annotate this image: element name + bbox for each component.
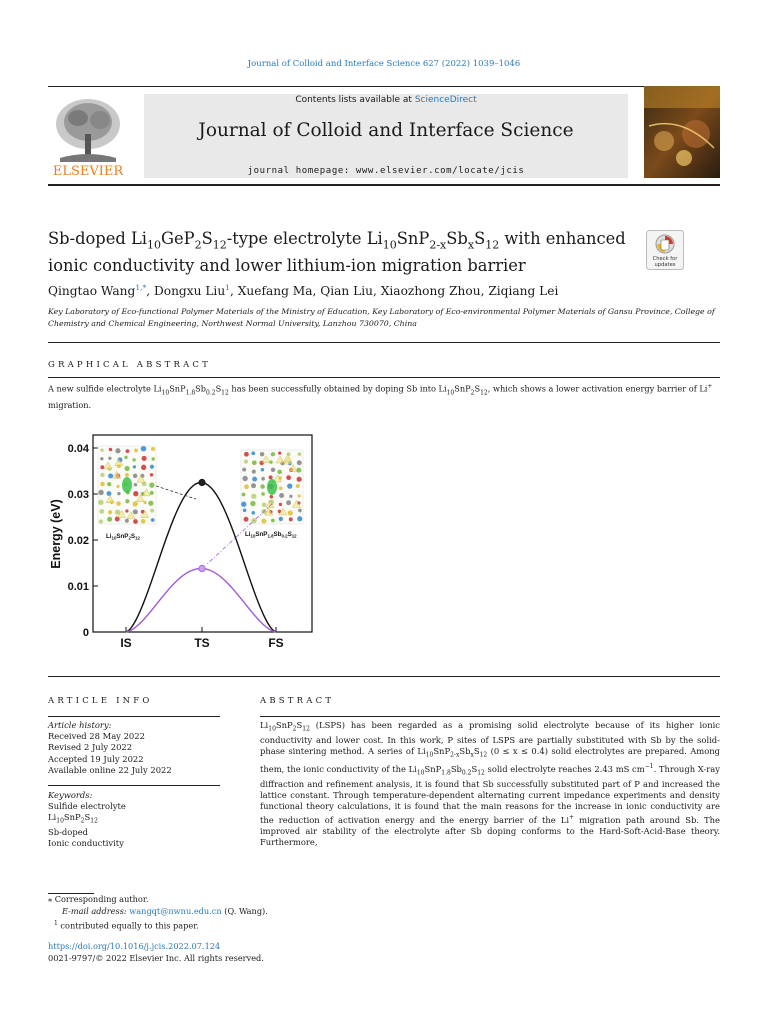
atom xyxy=(279,493,284,498)
atom xyxy=(251,483,256,488)
atom xyxy=(261,468,264,471)
atom xyxy=(100,482,105,487)
atom xyxy=(134,448,138,452)
atom xyxy=(269,475,273,479)
journal-title: Journal of Colloid and Interface Science xyxy=(198,120,574,141)
atom xyxy=(98,490,103,495)
atom xyxy=(288,510,293,515)
title-line-1: Sb-doped $Li_{10}GeP_2S_{12}$-type electrolyte $Li_{10}SnP_{2-x}Sb_xS_{12}$ with enhanced xyxy=(48,229,626,252)
masthead-bottom-rule xyxy=(48,184,720,186)
sciencedirect-link[interactable]: ScienceDirect xyxy=(414,95,477,105)
article-info-heading: ARTICLE INFO xyxy=(48,696,153,706)
atom xyxy=(286,475,291,480)
article-info-rule xyxy=(48,716,220,717)
keyword: Sulfide electrolyte xyxy=(48,801,126,812)
history-received: Received 28 May 2022 xyxy=(48,731,145,742)
transition-state-point xyxy=(199,565,205,571)
atom xyxy=(251,451,255,455)
affiliation: Key Laboratory of Eco-functional Polymer Materials of the Ministry of Education, Key Laboratory of Eco-environmental Polymer Materials of Gansu Province, College of Chemistry and Chemical Engineering, Northwest Normal University, Lanzhou 730070, China xyxy=(48,307,715,328)
atom xyxy=(244,452,249,457)
atom xyxy=(107,482,111,486)
atom xyxy=(277,470,282,475)
atom xyxy=(107,491,112,496)
y-tick-label: 0 xyxy=(82,627,89,639)
atom xyxy=(99,519,103,523)
y-tick-label: 0.01 xyxy=(67,581,89,593)
atom xyxy=(279,503,282,506)
atom xyxy=(242,493,246,497)
atom xyxy=(108,457,111,460)
atom xyxy=(99,509,104,514)
author-name[interactable]: Ziqiang Lei xyxy=(488,284,559,299)
atom xyxy=(251,494,256,499)
svg-text:updates: updates xyxy=(654,262,676,268)
transition-state-point xyxy=(199,479,205,485)
section-rule-article-info xyxy=(48,676,720,677)
atom xyxy=(115,448,120,453)
title-line-2: ionic conductivity and lower lithium-ion migration barrier xyxy=(48,256,526,276)
atom xyxy=(151,447,155,451)
atom xyxy=(133,491,138,496)
atom xyxy=(133,519,138,524)
x-tick-label: TS xyxy=(194,636,210,650)
crystal-structure-inset-right xyxy=(241,450,303,524)
keyword: $Li_{10}SnP_2S_{12}$ xyxy=(48,812,98,826)
abstract-heading: ABSTRACT xyxy=(260,696,335,706)
atom xyxy=(297,460,302,465)
atom xyxy=(298,494,301,497)
keywords xyxy=(48,790,126,850)
atom xyxy=(261,477,265,481)
atom xyxy=(126,449,130,453)
atom xyxy=(271,468,275,472)
journal-reference[interactable]: Journal of Colloid and Interface Science 627 (2022) 1039–1046 xyxy=(247,59,521,69)
atom xyxy=(252,477,257,482)
atom xyxy=(252,470,256,474)
y-tick-label: 0.02 xyxy=(67,535,89,547)
check-for-updates-badge[interactable] xyxy=(646,230,684,270)
history-revised: Revised 2 July 2022 xyxy=(48,742,133,753)
atom xyxy=(260,484,264,488)
atom xyxy=(141,519,146,524)
journal-homepage[interactable]: journal homepage: www.elsevier.com/locate/jcis xyxy=(247,166,525,176)
atom xyxy=(242,476,247,481)
y-tick-label: 0.03 xyxy=(67,489,89,501)
article-title xyxy=(48,228,638,276)
atom xyxy=(100,457,103,460)
footnote-email: E-mail address: wangqt@nwnu.edu.cn (Q. Wang). xyxy=(62,906,268,916)
atom xyxy=(149,482,154,487)
article-history xyxy=(48,720,172,776)
atom xyxy=(98,500,103,505)
atom xyxy=(100,448,103,451)
atom xyxy=(107,517,112,522)
atom xyxy=(296,484,300,488)
history-accepted: Accepted 19 July 2022 xyxy=(48,753,144,764)
atom xyxy=(100,473,104,477)
atom xyxy=(100,465,104,469)
author-name[interactable]: Qian Liu xyxy=(320,284,373,299)
elsevier-tree-logo xyxy=(48,94,128,178)
atom xyxy=(262,502,267,507)
x-tick-label: FS xyxy=(268,636,284,650)
atom xyxy=(142,456,147,461)
atom xyxy=(151,457,154,460)
journal-cover-image xyxy=(644,86,720,178)
atom xyxy=(244,517,249,522)
footnote-corresponding: ⁎ Corresponding author. xyxy=(48,894,149,904)
atom xyxy=(244,484,249,489)
keywords-label: Keywords: xyxy=(48,790,93,800)
atom xyxy=(116,485,119,488)
atom xyxy=(252,511,256,515)
atom xyxy=(279,517,283,521)
atom xyxy=(242,468,246,472)
inset-label-left: $Li_{10}SnP_2S_{12}$ xyxy=(106,533,140,541)
atom xyxy=(286,500,291,505)
author-name[interactable]: Qingtao Wang xyxy=(48,284,136,299)
atom xyxy=(297,477,302,482)
x-tick-label: IS xyxy=(120,636,132,650)
atom xyxy=(269,460,272,463)
atom xyxy=(116,501,121,506)
atom xyxy=(125,473,129,477)
atom xyxy=(134,483,137,486)
keywords-rule xyxy=(48,785,220,786)
atom xyxy=(244,459,248,463)
history-label: Article history: xyxy=(48,720,112,730)
atom xyxy=(125,499,129,503)
author-affiliation-marker[interactable]: 1,* xyxy=(135,283,147,292)
atom xyxy=(241,502,246,507)
atom xyxy=(271,519,275,523)
atom xyxy=(125,509,128,512)
elsevier-wordmark: ELSEVIER xyxy=(52,164,124,178)
abstract-rule xyxy=(260,716,720,717)
atom xyxy=(289,495,292,498)
y-axis-label: Energy (eV) xyxy=(49,499,63,569)
atom xyxy=(133,465,136,468)
atom xyxy=(109,448,113,452)
atom xyxy=(279,487,282,490)
atom xyxy=(261,492,265,496)
author-name[interactable]: Xuefang Ma xyxy=(237,284,313,299)
atom xyxy=(117,492,120,495)
atom xyxy=(296,468,301,473)
atom xyxy=(108,510,112,514)
atom xyxy=(150,465,154,469)
author-name[interactable]: Xiaozhong Zhou xyxy=(380,284,481,299)
atom xyxy=(289,517,293,521)
abstract-text: $Li_{10}SnP_2S_{12}$ (LSPS) has been regarded as a promising solid electrolyte because of its higher ionic conductivity and lower cost. In this work, P sites of LSPS are partially substituted with Sb by the solid-phase sintering method. A series of $Li_{10}SnP_{2-x}Sb_xS_{12}$ (0 ≤ x ≤ 0.4) solid electrolytes are prepared. Among them, the ionic conductivity of the $Li_{10}SnP_{1.8}Sb_{0.2}S_{12}$ solid electrolyte reaches 2.43 mS $cm^{-1}$. Through X-ray diffraction and refinement analysis, it is found that Sb successfully substituted part of P and increased the lattice constant. Through temperature-dependent alternating current impedance experiments and density functional theory calculations, it is found that the main reasons for the increase in ionic conductivity are the reduction of activation energy and the energy barrier of the Li+ migration path around Sb. The improved air stability of the electrolyte after Sb doping conforms to the Hard-Soft-Acid-Base theory. Furthermore, xyxy=(260,720,720,848)
graphical-abstract-text: A new sulfide electrolyte $Li_{10}SnP_{1.8}Sb_{0.2}S_{12}$ has been successfully obtained by doping Sb into $Li_{10}SnP_2S_{12}$, which shows a lower activation energy barrier of Li+ migration. xyxy=(48,383,713,411)
atom xyxy=(298,509,302,513)
graphical-abstract-heading: GRAPHICAL ABSTRACT xyxy=(48,360,211,370)
atom xyxy=(148,501,153,506)
atom xyxy=(250,501,255,506)
migration-path xyxy=(267,479,277,495)
atom xyxy=(150,491,154,495)
atom xyxy=(151,518,155,522)
crystal-structure-inset-left xyxy=(98,446,156,524)
history-online: Available online 22 July 2022 xyxy=(48,764,172,775)
graphical-abstract-rule xyxy=(48,377,720,378)
atom xyxy=(125,519,129,523)
inset-label-right: $Li_{10}SnP_{1.8}Sb_{0.2}S_{12}$ xyxy=(245,531,297,539)
atom xyxy=(271,452,275,456)
contents-prefix: Contents lists available at xyxy=(295,95,415,105)
atom xyxy=(261,519,266,524)
header-top-rule xyxy=(48,86,720,87)
atom xyxy=(297,516,302,521)
atom xyxy=(252,460,257,465)
atom xyxy=(133,474,137,478)
atom xyxy=(141,446,147,452)
atom xyxy=(278,452,281,455)
doi-link[interactable]: https://doi.org/10.1016/j.jcis.2022.07.124 xyxy=(48,941,221,951)
atom xyxy=(287,483,292,488)
atom xyxy=(270,495,274,499)
svg-text:Check for: Check for xyxy=(652,256,678,262)
y-tick-label: 0.04 xyxy=(67,443,89,455)
keyword: Ionic conductivity xyxy=(48,838,124,849)
section-rule-graphical-abstract xyxy=(48,342,720,343)
author-list: Qingtao Wang$^{1,*}$, Dongxu Liu$^1$, Xuefang Ma, Qian Liu, Xiaozhong Zhou, Ziqiang Lei xyxy=(48,283,559,299)
atom xyxy=(132,458,135,461)
copyright: 0021-9797/© 2022 Elsevier Inc. All rights reserved. xyxy=(48,953,264,963)
atom xyxy=(260,452,264,456)
atom xyxy=(124,456,127,459)
author-affiliation-marker[interactable]: 1 xyxy=(225,283,230,292)
atom xyxy=(133,501,138,506)
email-link[interactable]: wangqt@nwnu.edu.cn xyxy=(129,906,222,916)
keyword: Sb-doped xyxy=(48,827,89,838)
footnote-equal-contribution: $^1$ contributed equally to this paper. xyxy=(54,920,199,931)
atom xyxy=(298,452,302,456)
atom xyxy=(150,509,154,513)
energy-barrier-chart xyxy=(44,424,324,654)
atom xyxy=(124,466,129,471)
contents-line xyxy=(144,95,628,105)
atom xyxy=(108,473,113,478)
atom xyxy=(150,473,153,476)
migration-path xyxy=(122,477,132,493)
atom xyxy=(243,508,247,512)
author-name[interactable]: Dongxu Liu xyxy=(153,284,226,299)
atom xyxy=(141,465,146,470)
atom xyxy=(133,509,138,514)
